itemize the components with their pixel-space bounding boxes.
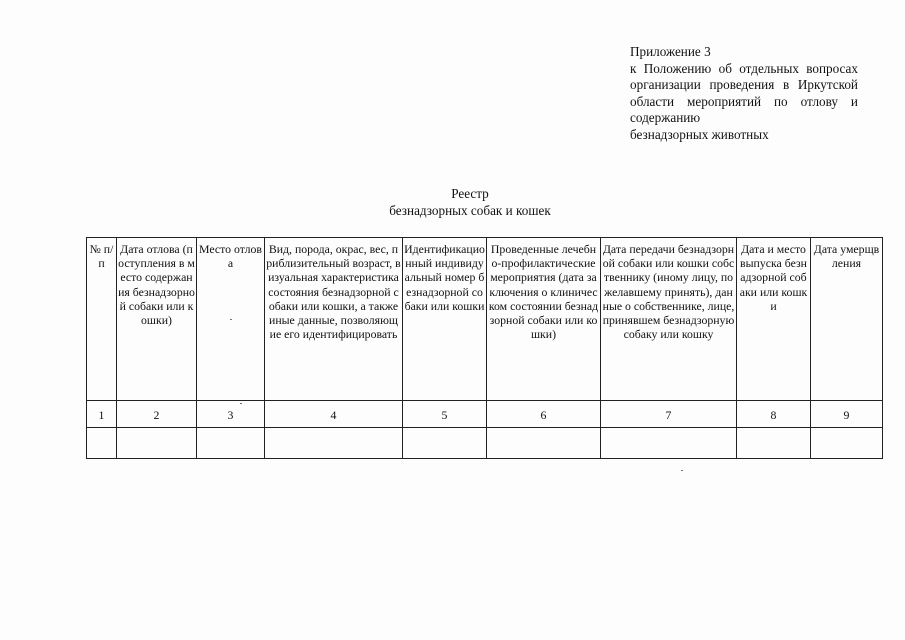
scan-speck [681,470,683,471]
column-number-cell: 4 [265,401,403,428]
column-number-cell: 9 [811,401,883,428]
empty-cell [601,428,737,459]
scan-speck [230,319,232,320]
empty-cell [811,428,883,459]
table-row [87,428,883,459]
appendix-text [630,61,858,144]
empty-cell [265,428,403,459]
heading-line-1: Реестр [451,186,489,201]
column-number-cell: 3 [197,401,265,428]
header-cell-transfer: Дата передачи безнадзорной собаки или кошки собственнику (иному лицу, пожелавшему принять), данные о собственнике, лице, принявшем безнадзорную собаку или кошку [601,238,737,401]
appendix-reference [630,44,858,144]
scan-speck [240,403,242,404]
empty-cell [403,428,487,459]
empty-cell [117,428,197,459]
column-number-cell: 6 [487,401,601,428]
header-cell-euthanasia: Дата умерщвления [811,238,883,401]
column-number-row [87,401,883,428]
column-number-cell: 7 [601,401,737,428]
column-number-cell: 1 [87,401,117,428]
appendix-text-body: к Положению об отдельных вопросах организации проведения в Иркутской области мероприятий по отлову и содержанию [630,60,858,126]
registry-table [86,237,883,459]
empty-cell [737,428,811,459]
appendix-title: Приложение 3 [630,44,711,59]
heading-line-2: безнадзорных собак и кошек [389,203,551,218]
empty-cell [197,428,265,459]
column-number-cell: 8 [737,401,811,428]
document-heading [0,185,905,219]
empty-cell [487,428,601,459]
table-header-row [87,238,883,401]
header-cell-capture-date: Дата отлова (поступления в место содержания безнадзорной собаки или кошки) [117,238,197,401]
header-cell-number: № п/п [87,238,117,401]
column-number-cell: 5 [403,401,487,428]
header-cell-capture-place: Место отлова [197,238,265,401]
header-cell-description: Вид, порода, окрас, вес, приблизительный возраст, визуальная характеристика состояния безнадзорной собаки или кошки, а также иные данные, позволяющие его идентифицировать [265,238,403,401]
header-cell-treatment: Проведенные лечебно-профилактические мероприятия (дата заключения о клиническом состоянии безнадзорной собаки или кошки) [487,238,601,401]
header-cell-id-number: Идентификационный индивидуальный номер безнадзорной собаки или кошки [403,238,487,401]
column-number-cell: 2 [117,401,197,428]
empty-cell [87,428,117,459]
header-cell-release: Дата и место выпуска безнадзорной собаки или кошки [737,238,811,401]
appendix-text-last-line: безнадзорных животных [630,126,769,142]
